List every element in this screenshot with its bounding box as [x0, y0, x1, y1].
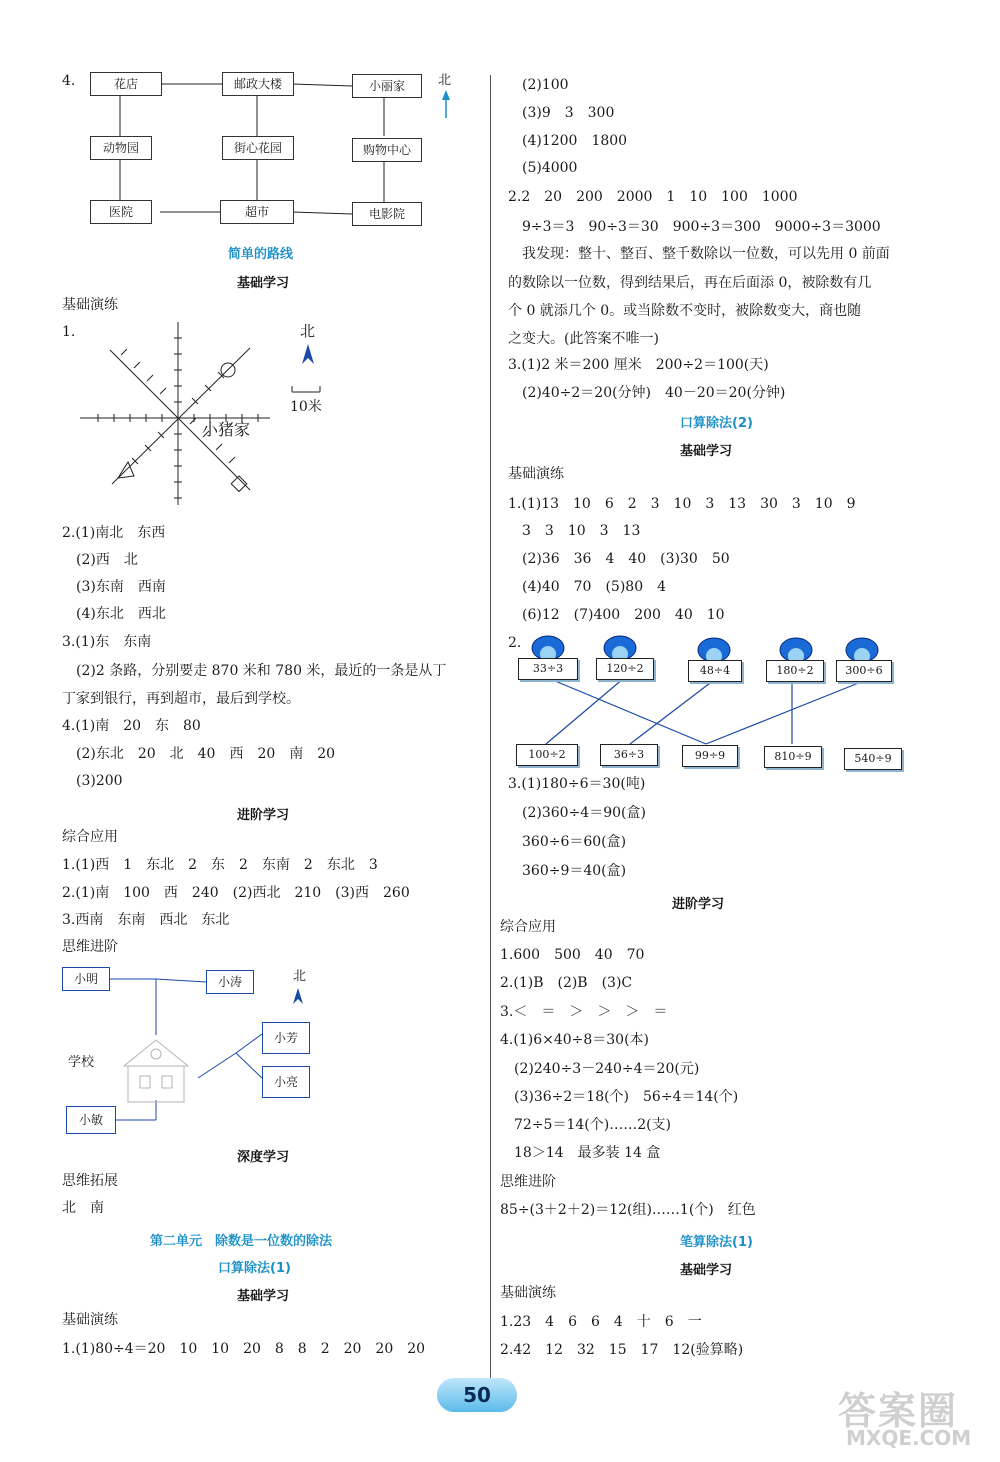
match-bottom-card: 36÷3 — [600, 744, 658, 766]
heading: 思维进阶 — [62, 939, 118, 955]
answer-line: 2.2 20 200 2000 1 10 100 1000 — [508, 189, 798, 205]
section-title: 笔算除法(1) — [680, 1235, 753, 1250]
unit-title: 第二单元 除数是一位数的除法 — [150, 1234, 333, 1249]
answer-line: (2)2 条路，分别要走 870 米和 780 米，最近的一条是从丁 — [62, 663, 447, 679]
section-title: 口算除法(2) — [680, 416, 753, 431]
section-title: 简单的路线 — [228, 247, 294, 262]
heading: 基础演练 — [62, 297, 118, 313]
answer-line: (2)西 北 — [62, 552, 138, 568]
watermark-logo: 答案圈 — [838, 1389, 959, 1433]
answer-line: 1.(1)13 10 6 2 3 10 3 13 30 3 10 9 — [508, 496, 856, 512]
map2-person: 小明 — [62, 967, 110, 991]
answer-line: (6)12 (7)400 200 40 10 — [508, 607, 725, 623]
map2-person: 小亮 — [262, 1066, 310, 1098]
q4-node: 动物园 — [90, 136, 152, 160]
q4-north-label: 北 — [438, 73, 452, 88]
answer-line: (4)东北 西北 — [62, 606, 166, 622]
answer-line: 4.(1)南 20 东 80 — [62, 718, 201, 734]
answer-line: 4.(1)6×40÷8＝30(本) — [500, 1032, 650, 1048]
map2-school-label: 学校 — [68, 1055, 95, 1070]
subsection-title: 进阶学习 — [672, 897, 725, 912]
answer-line: 我发现：整十、整百、整千数除以一位数，可以先用 0 前面 — [508, 246, 890, 262]
subsection-title: 基础学习 — [680, 1263, 733, 1278]
heading: 思维拓展 — [62, 1173, 118, 1189]
map2-north-label: 北 — [293, 969, 307, 984]
map2-person: 小敏 — [66, 1106, 116, 1134]
answer-line: 丁家到银行，再到超市，最后到学校。 — [62, 691, 300, 707]
answer-line: (2)东北 20 北 40 西 20 南 20 — [62, 746, 336, 762]
answer-line: (4)1200 1800 — [508, 133, 628, 149]
answer-line: 1.(1)西 1 东北 2 东 2 东南 2 东北 3 — [62, 857, 378, 873]
answer-line: 的数除以一位数，得到结果后，再在后面添 0，被除数有几 — [508, 275, 872, 291]
match-bottom-card: 100÷2 — [516, 744, 578, 766]
answer-line: 3.(1)2 米＝200 厘米 200÷2＝100(天) — [508, 357, 769, 373]
compass-north-label: 北 — [300, 322, 316, 340]
answer-line: 85÷(3＋2＋2)＝12(组)……1(个) 红色 — [500, 1202, 756, 1218]
q4-number: 4. — [62, 73, 76, 89]
match-bottom-card: 810÷9 — [764, 746, 822, 768]
answer-line: 3.＜ ＝ ＞ ＞ ＞ ＝ — [500, 1004, 668, 1020]
q4-node: 花店 — [90, 72, 162, 96]
match-top-card: 180÷2 — [766, 660, 824, 682]
subsection-title: 基础学习 — [237, 276, 290, 291]
answer-line: 1.600 500 40 70 — [500, 947, 645, 963]
answer-line: 2.(1)B (2)B (3)C — [500, 975, 633, 991]
heading: 基础演练 — [62, 1312, 118, 1328]
answer-line: 9÷3＝3 90÷3＝30 900÷3＝300 9000÷3＝3000 — [508, 219, 881, 235]
heading: 综合应用 — [62, 829, 118, 845]
match-top-card: 300÷6 — [836, 660, 892, 682]
q2-number: 2. — [508, 635, 522, 651]
answer-line: (2)40÷2＝20(分钟) 40－20＝20(分钟) — [508, 385, 786, 401]
answer-line: 2.42 12 32 15 17 12(验算略) — [500, 1342, 744, 1358]
answer-line: 个 0 就添几个 0。或当除数不变时，被除数变大，商也随 — [508, 303, 862, 319]
match-top-card: 48÷4 — [688, 660, 742, 682]
answer-line: 2.(1)南北 东西 — [62, 525, 166, 541]
answer-line: (3)200 — [62, 773, 123, 789]
match-top-card: 33÷3 — [518, 658, 578, 680]
subsection-title: 基础学习 — [680, 444, 733, 459]
q4-node: 超市 — [220, 200, 294, 224]
q4-node: 小丽家 — [352, 74, 422, 98]
answer-line: 360÷6＝60(盒) — [508, 834, 627, 850]
answer-line: 3 3 10 3 13 — [508, 523, 641, 539]
map2-person: 小涛 — [206, 970, 254, 994]
compass-scale-label: 10米 — [290, 399, 322, 415]
map2-person: 小芳 — [262, 1022, 310, 1054]
answer-line: 360÷9＝40(盒) — [508, 863, 627, 879]
answer-line: (2)360÷4＝90(盒) — [508, 805, 646, 821]
heading: 综合应用 — [500, 919, 556, 935]
answer-line: 北 南 — [62, 1200, 104, 1216]
answer-line: 72÷5＝14(个)……2(支) — [500, 1117, 672, 1133]
answer-line: (4)40 70 (5)80 4 — [508, 579, 667, 595]
section-title: 口算除法(1) — [218, 1261, 291, 1276]
answer-line: (5)4000 — [508, 160, 578, 176]
heading: 思维进阶 — [500, 1174, 556, 1190]
q4-node: 购物中心 — [352, 138, 422, 162]
watermark-url: MXQE.COM — [846, 1426, 972, 1450]
compass-home-label: 小猪家 — [202, 420, 251, 439]
answer-line: 之变大。(此答案不唯一) — [508, 331, 659, 347]
answer-line: 3.西南 东南 西北 东北 — [62, 912, 230, 928]
q1-number: 1. — [62, 324, 76, 340]
subsection-title: 进阶学习 — [237, 808, 290, 823]
q4-node: 邮政大楼 — [222, 72, 294, 96]
answer-line: (3)36÷2＝18(个) 56÷4＝14(个) — [500, 1089, 739, 1105]
subsection-title: 深度学习 — [237, 1150, 290, 1165]
answer-line: 3.(1)180÷6＝30(吨) — [508, 776, 646, 792]
answer-line: (2)100 — [508, 77, 569, 93]
match-top-card: 120÷2 — [596, 658, 654, 680]
page-number: 50 — [437, 1378, 517, 1412]
match-bottom-card: 99÷9 — [682, 745, 738, 767]
answer-line: 3.(1)东 东南 — [62, 634, 152, 650]
answer-line: 1.23 4 6 6 4 十 6 一 — [500, 1314, 702, 1330]
q4-node: 医院 — [90, 200, 152, 224]
subsection-title: 基础学习 — [237, 1289, 290, 1304]
heading: 基础演练 — [508, 466, 564, 482]
answer-line: 2.(1)南 100 西 240 (2)西北 210 (3)西 260 — [62, 885, 410, 901]
answer-line: 18＞14 最多装 14 盒 — [500, 1145, 661, 1161]
heading: 基础演练 — [500, 1285, 556, 1301]
answer-line: (2)240÷3－240÷4＝20(元) — [500, 1061, 700, 1077]
q4-node: 街心花园 — [222, 136, 294, 160]
answer-line: (3)9 3 300 — [508, 105, 615, 121]
q4-node: 电影院 — [352, 202, 422, 226]
answer-line: 1.(1)80÷4＝20 10 10 20 8 8 2 20 20 20 — [62, 1341, 426, 1357]
answer-line: (2)36 36 4 40 (3)30 50 — [508, 551, 730, 567]
match-bottom-card: 540÷9 — [844, 748, 902, 770]
answer-line: (3)东南 西南 — [62, 579, 166, 595]
